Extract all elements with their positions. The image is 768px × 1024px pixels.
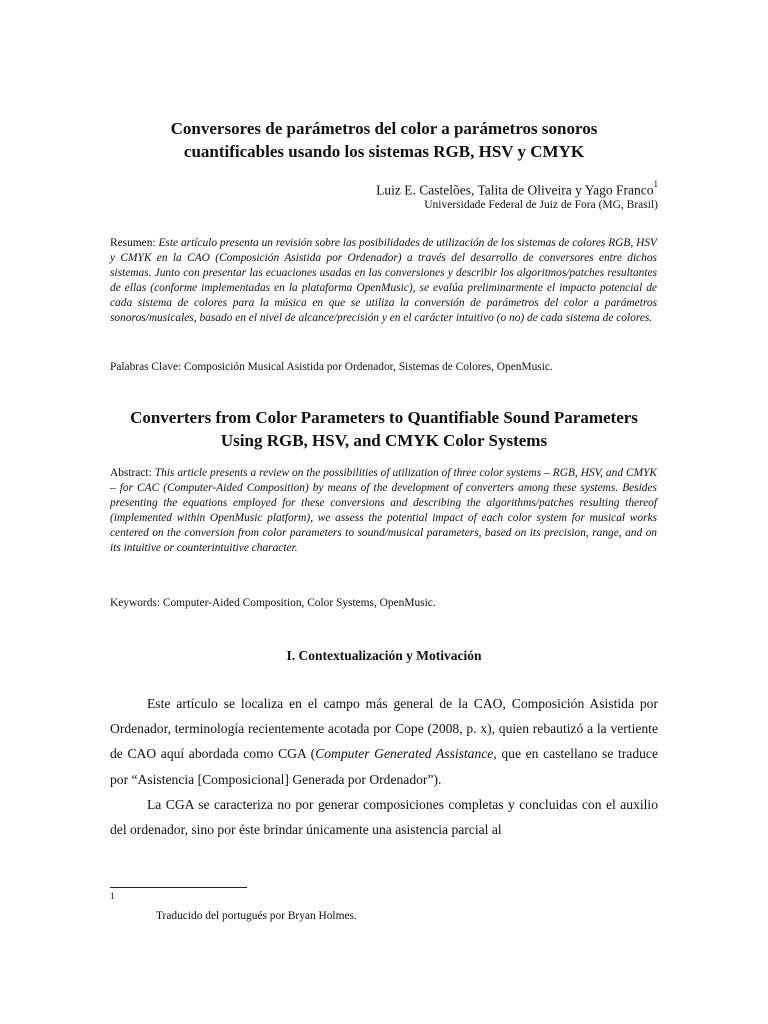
keywords-label: Keywords:: [110, 597, 160, 609]
resumen-text: Este artículo presenta un revisión sobre las posibilidades de utilización de los sistemas de colores RGB, HSV y CMYK en la CAO (Composición Asistida por Ordenador) a través del desarrollo de conversores entre dichos sistemas. Junto con presentar las ecuaciones usadas en las conversiones y describir los algoritmos/patches resultantes de ellas (conforme implementadas en la plataforma OpenMusic), se evalúa preliminarmente el impacto potencial de cada sistema de colores para la música en que se utiliza la conversión de parámetros del color a parámetros sonoros/musicales, basado en el nivel de alcance/precisión y en el carácter intuitivo (o no) de cada sistema de colores.: [110, 237, 657, 325]
palabras-clave-text: Composición Musical Asistida por Ordenador, Sistemas de Colores, OpenMusic.: [184, 361, 553, 373]
footnote-text: Traducido del portugués por Bryan Holmes.: [156, 910, 357, 922]
paragraph-1-italic: Computer Generated Assistance: [315, 746, 494, 762]
body-text: [110, 691, 658, 842]
resumen-block: [110, 236, 657, 327]
author-footnote-mark: 1: [653, 179, 658, 189]
paragraph-1-part-a: Este artículo se localiza en el campo más general de la CAO, Composición Asistida por Ordenador, terminología recientemente acotada por Cope (2008, p. x), quien rebautizó a la vertiente de CAO aquí abordada como CGA (: [110, 696, 658, 762]
palabras-clave-label: Palabras Clave:: [110, 361, 182, 373]
keywords: [110, 596, 670, 611]
english-title-line-2: Using RGB, HSV, and CMYK Color Systems: [220, 431, 548, 450]
body-paragraph-2: La CGA se caracteriza no por generar composiciones completas y concluidas con el auxilio del ordenador, sino por éste brindar únicamente una asistencia parcial al: [110, 796, 658, 838]
english-title-line-1: Converters from Color Parameters to Quantifiable Sound Parameters: [130, 408, 638, 427]
body-paragraph-1: [110, 691, 658, 792]
abstract-block: [110, 466, 657, 557]
footnote-mark: 1: [110, 891, 115, 901]
section-heading: I. Contextualización y Motivación: [286, 648, 482, 663]
resumen-label: Resumen:: [110, 237, 156, 249]
spanish-title-line-1: Conversores de parámetros del color a parámetros sonoros: [170, 119, 598, 138]
affiliation: Universidade Federal de Juiz de Fora (MG, Brasil): [424, 199, 658, 211]
keywords-text: Computer-Aided Composition, Color Systems, OpenMusic.: [162, 597, 436, 609]
spanish-title-line-2: cuantificables usando los sistemas RGB, HSV y CMYK: [183, 142, 585, 161]
spanish-title: [100, 117, 668, 163]
english-title: [100, 406, 668, 452]
palabras-clave: [110, 360, 670, 375]
author-names: Luiz E. Castelões, Talita de Oliveira y Yago Franco: [376, 182, 654, 198]
abstract-text: This article presents a review on the possibilities of utilization of three color systems – RGB, HSV, and CMYK – for CAC (Computer-Aided Composition) by means of the development of converters among these systems. Besides presenting the equations employed for these conversions and describing the algorithms/patches resulting thereof (implemented within OpenMusic platform), we assess the potential impact of each color system for musical works centered on the conversion from color parameters to sound/musical parameters, based on its precision, range, and on its intuitive or counterintuitive character.: [110, 467, 657, 555]
abstract-label: Abstract:: [110, 467, 152, 479]
author-list: [376, 181, 658, 199]
paragraph-1-part-b: , que en castellano se traduce por “Asistencia [Composicional] Generada por Ordenador”).: [110, 746, 658, 787]
footnote-rule: [110, 887, 247, 888]
